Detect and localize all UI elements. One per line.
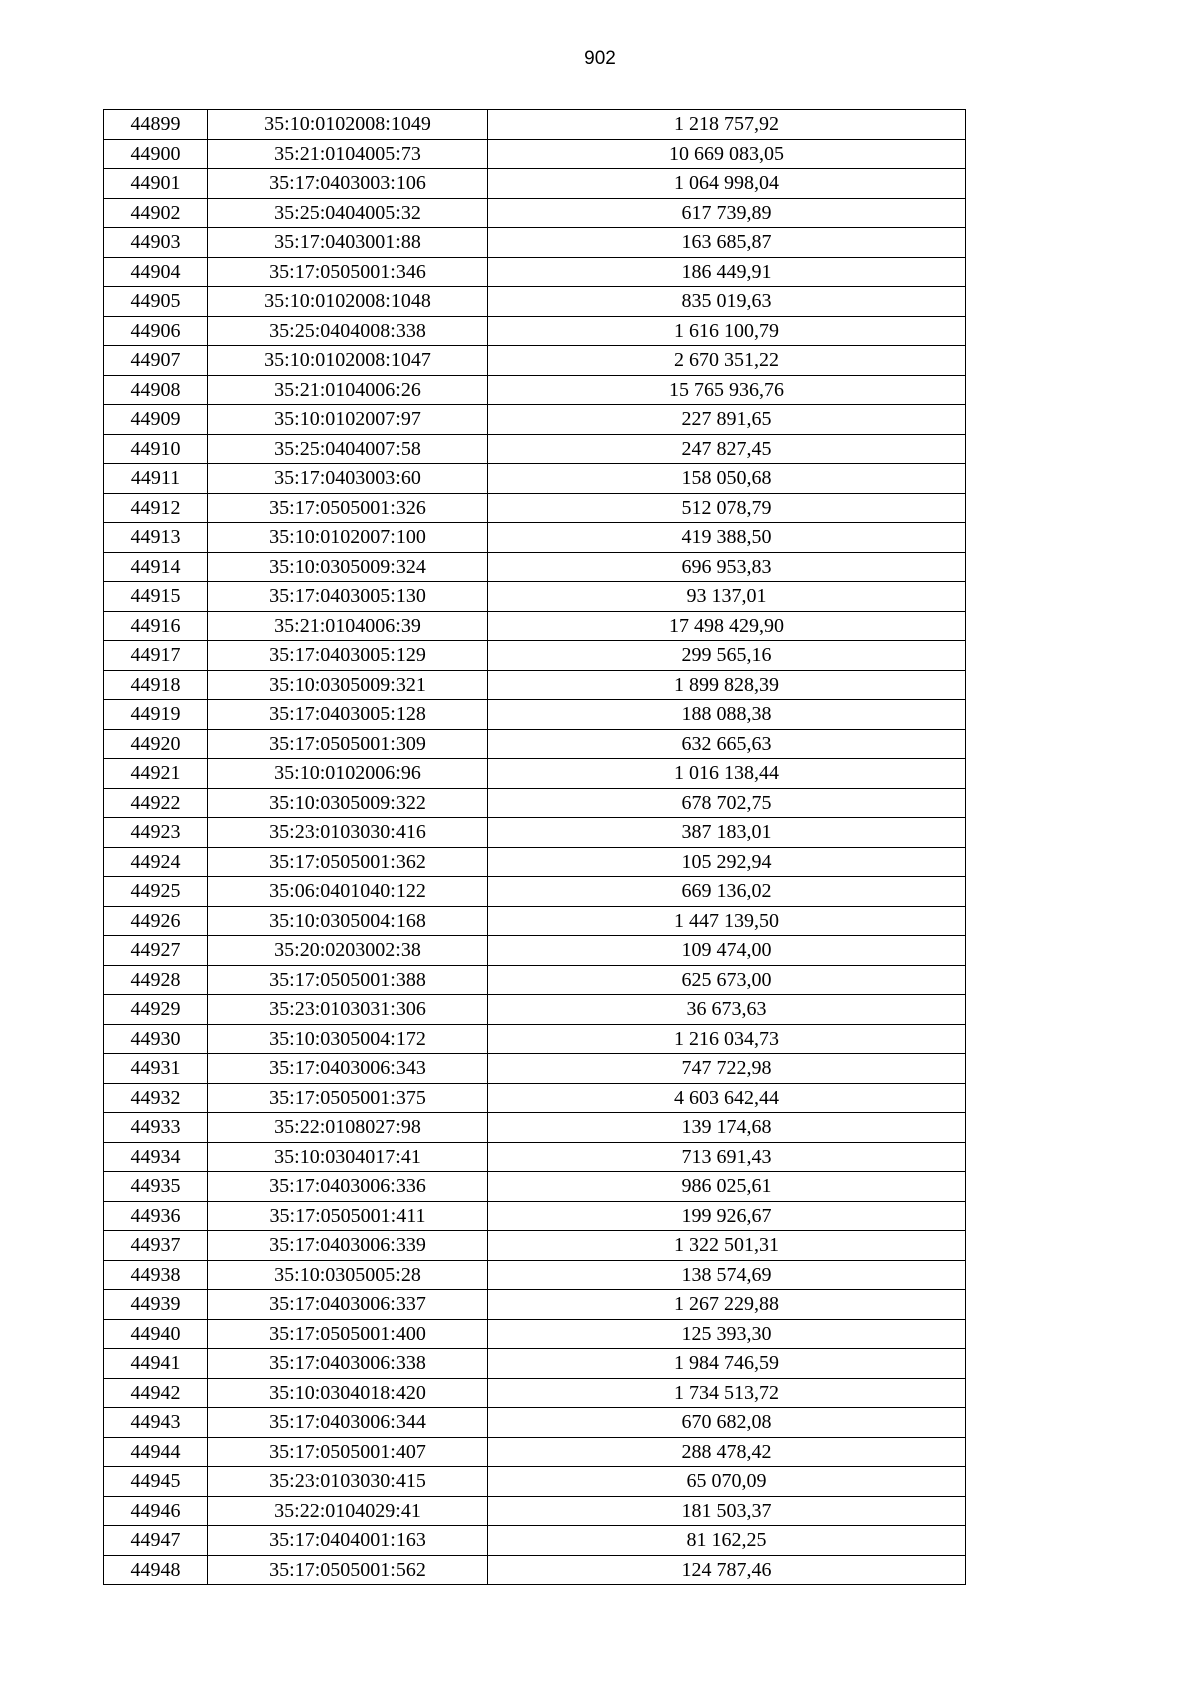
row-number-cell: 44903 [104, 228, 208, 258]
row-number-cell: 44920 [104, 729, 208, 759]
cadastral-number-cell: 35:17:0403006:338 [208, 1349, 488, 1379]
cadastral-number-cell: 35:10:0102006:96 [208, 759, 488, 789]
row-number-cell: 44948 [104, 1555, 208, 1585]
cadastral-value-cell: 512 078,79 [488, 493, 966, 523]
cadastral-number-cell: 35:17:0505001:326 [208, 493, 488, 523]
cadastral-value-cell: 139 174,68 [488, 1113, 966, 1143]
cadastral-number-cell: 35:17:0403006:336 [208, 1172, 488, 1202]
table-body [104, 110, 966, 1585]
row-number-cell: 44899 [104, 110, 208, 140]
cadastral-number-cell: 35:10:0305004:168 [208, 906, 488, 936]
row-number-cell: 44930 [104, 1024, 208, 1054]
table-row [104, 1172, 966, 1202]
row-number-cell: 44926 [104, 906, 208, 936]
cadastral-value-cell: 109 474,00 [488, 936, 966, 966]
table-row [104, 1349, 966, 1379]
cadastral-value-cell: 105 292,94 [488, 847, 966, 877]
page-number: 902 [584, 48, 616, 69]
cadastral-value-cell: 188 088,38 [488, 700, 966, 730]
row-number-cell: 44928 [104, 965, 208, 995]
row-number-cell: 44912 [104, 493, 208, 523]
row-number-cell: 44937 [104, 1231, 208, 1261]
cadastral-number-cell: 35:22:0104029:41 [208, 1496, 488, 1526]
cadastral-value-cell: 65 070,09 [488, 1467, 966, 1497]
cadastral-number-cell: 35:20:0203002:38 [208, 936, 488, 966]
row-number-cell: 44917 [104, 641, 208, 671]
cadastral-number-cell: 35:22:0108027:98 [208, 1113, 488, 1143]
row-number-cell: 44921 [104, 759, 208, 789]
table-row [104, 1142, 966, 1172]
row-number-cell: 44924 [104, 847, 208, 877]
cadastral-value-cell: 713 691,43 [488, 1142, 966, 1172]
table-row [104, 1319, 966, 1349]
table-row [104, 1083, 966, 1113]
table-row [104, 405, 966, 435]
cadastral-value-cell: 1 616 100,79 [488, 316, 966, 346]
cadastral-number-cell: 35:10:0305009:322 [208, 788, 488, 818]
cadastral-value-cell: 617 739,89 [488, 198, 966, 228]
cadastral-number-cell: 35:21:0104006:39 [208, 611, 488, 641]
table-row [104, 1467, 966, 1497]
table-row [104, 346, 966, 376]
row-number-cell: 44927 [104, 936, 208, 966]
table-row [104, 936, 966, 966]
cadastral-number-cell: 35:10:0102007:100 [208, 523, 488, 553]
table-row [104, 1201, 966, 1231]
table-row [104, 375, 966, 405]
cadastral-value-cell: 125 393,30 [488, 1319, 966, 1349]
row-number-cell: 44936 [104, 1201, 208, 1231]
cadastral-number-cell: 35:17:0403001:88 [208, 228, 488, 258]
table-row [104, 552, 966, 582]
cadastral-number-cell: 35:17:0403006:343 [208, 1054, 488, 1084]
row-number-cell: 44909 [104, 405, 208, 435]
cadastral-number-cell: 35:23:0103030:416 [208, 818, 488, 848]
row-number-cell: 44935 [104, 1172, 208, 1202]
row-number-cell: 44942 [104, 1378, 208, 1408]
cadastral-number-cell: 35:17:0404001:163 [208, 1526, 488, 1556]
cadastral-number-cell: 35:10:0304018:420 [208, 1378, 488, 1408]
table-row [104, 228, 966, 258]
cadastral-value-cell: 138 574,69 [488, 1260, 966, 1290]
row-number-cell: 44911 [104, 464, 208, 494]
table-row [104, 582, 966, 612]
cadastral-value-cell: 1 267 229,88 [488, 1290, 966, 1320]
cadastral-value-cell: 4 603 642,44 [488, 1083, 966, 1113]
cadastral-value-cell: 1 734 513,72 [488, 1378, 966, 1408]
row-number-cell: 44947 [104, 1526, 208, 1556]
cadastral-number-cell: 35:10:0102008:1047 [208, 346, 488, 376]
cadastral-value-cell: 199 926,67 [488, 1201, 966, 1231]
cadastral-value-cell: 419 388,50 [488, 523, 966, 553]
cadastral-number-cell: 35:10:0102007:97 [208, 405, 488, 435]
table-row [104, 788, 966, 818]
cadastral-number-cell: 35:17:0403006:339 [208, 1231, 488, 1261]
cadastral-value-cell: 747 722,98 [488, 1054, 966, 1084]
cadastral-value-cell: 186 449,91 [488, 257, 966, 287]
cadastral-value-cell: 36 673,63 [488, 995, 966, 1025]
row-number-cell: 44932 [104, 1083, 208, 1113]
row-number-cell: 44938 [104, 1260, 208, 1290]
row-number-cell: 44933 [104, 1113, 208, 1143]
table-row [104, 523, 966, 553]
row-number-cell: 44919 [104, 700, 208, 730]
cadastral-value-cell: 678 702,75 [488, 788, 966, 818]
cadastral-value-cell: 288 478,42 [488, 1437, 966, 1467]
cadastral-value-cell: 247 827,45 [488, 434, 966, 464]
cadastral-number-cell: 35:10:0102008:1048 [208, 287, 488, 317]
cadastral-number-cell: 35:21:0104006:26 [208, 375, 488, 405]
row-number-cell: 44940 [104, 1319, 208, 1349]
row-number-cell: 44902 [104, 198, 208, 228]
table-row [104, 110, 966, 140]
row-number-cell: 44934 [104, 1142, 208, 1172]
cadastral-value-cell: 15 765 936,76 [488, 375, 966, 405]
table-row [104, 1437, 966, 1467]
row-number-cell: 44906 [104, 316, 208, 346]
row-number-cell: 44900 [104, 139, 208, 169]
table-row [104, 700, 966, 730]
table-row [104, 169, 966, 199]
cadastral-value-cell: 625 673,00 [488, 965, 966, 995]
cadastral-number-cell: 35:17:0403006:337 [208, 1290, 488, 1320]
row-number-cell: 44943 [104, 1408, 208, 1438]
cadastral-value-cell: 1 218 757,92 [488, 110, 966, 140]
cadastral-number-cell: 35:17:0505001:388 [208, 965, 488, 995]
cadastral-number-cell: 35:10:0305009:321 [208, 670, 488, 700]
row-number-cell: 44910 [104, 434, 208, 464]
row-number-cell: 44918 [104, 670, 208, 700]
row-number-cell: 44915 [104, 582, 208, 612]
row-number-cell: 44939 [104, 1290, 208, 1320]
cadastral-number-cell: 35:06:0401040:122 [208, 877, 488, 907]
cadastral-value-cell: 124 787,46 [488, 1555, 966, 1585]
table-row [104, 759, 966, 789]
cadastral-number-cell: 35:23:0103030:415 [208, 1467, 488, 1497]
table-row [104, 1555, 966, 1585]
table-row [104, 847, 966, 877]
cadastral-number-cell: 35:25:0404007:58 [208, 434, 488, 464]
table-row [104, 641, 966, 671]
cadastral-value-cell: 835 019,63 [488, 287, 966, 317]
table-row [104, 1290, 966, 1320]
cadastral-number-cell: 35:17:0505001:562 [208, 1555, 488, 1585]
row-number-cell: 44945 [104, 1467, 208, 1497]
row-number-cell: 44941 [104, 1349, 208, 1379]
row-number-cell: 44907 [104, 346, 208, 376]
table-row [104, 995, 966, 1025]
table-row [104, 1408, 966, 1438]
cadastral-value-cell: 299 565,16 [488, 641, 966, 671]
table-row [104, 965, 966, 995]
table-row [104, 1378, 966, 1408]
row-number-cell: 44944 [104, 1437, 208, 1467]
table-row [104, 818, 966, 848]
row-number-cell: 44923 [104, 818, 208, 848]
cadastral-number-cell: 35:17:0505001:362 [208, 847, 488, 877]
row-number-cell: 44904 [104, 257, 208, 287]
cadastral-number-cell: 35:17:0505001:309 [208, 729, 488, 759]
cadastral-value-cell: 696 953,83 [488, 552, 966, 582]
table-row [104, 877, 966, 907]
cadastral-value-cell: 669 136,02 [488, 877, 966, 907]
cadastral-number-cell: 35:17:0403006:344 [208, 1408, 488, 1438]
row-number-cell: 44914 [104, 552, 208, 582]
cadastral-value-cell: 158 050,68 [488, 464, 966, 494]
cadastral-number-cell: 35:10:0102008:1049 [208, 110, 488, 140]
table-row [104, 139, 966, 169]
cadastral-value-cell: 10 669 083,05 [488, 139, 966, 169]
cadastral-value-cell: 1 984 746,59 [488, 1349, 966, 1379]
table-row [104, 198, 966, 228]
row-number-cell: 44901 [104, 169, 208, 199]
row-number-cell: 44929 [104, 995, 208, 1025]
table-row [104, 611, 966, 641]
cadastral-number-cell: 35:17:0505001:375 [208, 1083, 488, 1113]
cadastral-number-cell: 35:17:0403003:60 [208, 464, 488, 494]
cadastral-value-cell: 93 137,01 [488, 582, 966, 612]
cadastral-number-cell: 35:17:0505001:400 [208, 1319, 488, 1349]
cadastral-number-cell: 35:17:0505001:346 [208, 257, 488, 287]
table-row [104, 257, 966, 287]
cadastral-value-cell: 1 016 138,44 [488, 759, 966, 789]
cadastral-value-cell: 81 162,25 [488, 1526, 966, 1556]
cadastral-number-cell: 35:17:0403003:106 [208, 169, 488, 199]
table-row [104, 316, 966, 346]
row-number-cell: 44925 [104, 877, 208, 907]
table-row [104, 1496, 966, 1526]
cadastral-number-cell: 35:17:0403005:128 [208, 700, 488, 730]
table-row [104, 1260, 966, 1290]
table-row [104, 670, 966, 700]
row-number-cell: 44905 [104, 287, 208, 317]
cadastral-number-cell: 35:25:0404005:32 [208, 198, 488, 228]
cadastral-value-cell: 163 685,87 [488, 228, 966, 258]
table-row [104, 906, 966, 936]
cadastral-value-cell: 1 447 139,50 [488, 906, 966, 936]
cadastral-number-cell: 35:10:0305004:172 [208, 1024, 488, 1054]
row-number-cell: 44913 [104, 523, 208, 553]
table-row [104, 1113, 966, 1143]
cadastral-value-cell: 387 183,01 [488, 818, 966, 848]
table-row [104, 434, 966, 464]
table-row [104, 729, 966, 759]
table-row [104, 1024, 966, 1054]
cadastral-value-table [103, 109, 966, 1585]
cadastral-value-cell: 181 503,37 [488, 1496, 966, 1526]
row-number-cell: 44908 [104, 375, 208, 405]
row-number-cell: 44946 [104, 1496, 208, 1526]
cadastral-value-cell: 670 682,08 [488, 1408, 966, 1438]
cadastral-value-cell: 227 891,65 [488, 405, 966, 435]
cadastral-value-cell: 1 064 998,04 [488, 169, 966, 199]
cadastral-number-cell: 35:17:0505001:411 [208, 1201, 488, 1231]
table-row [104, 1054, 966, 1084]
table-row [104, 464, 966, 494]
cadastral-value-cell: 1 322 501,31 [488, 1231, 966, 1261]
cadastral-number-cell: 35:10:0304017:41 [208, 1142, 488, 1172]
cadastral-number-cell: 35:10:0305009:324 [208, 552, 488, 582]
table-row [104, 493, 966, 523]
table-row [104, 1231, 966, 1261]
row-number-cell: 44922 [104, 788, 208, 818]
row-number-cell: 44931 [104, 1054, 208, 1084]
cadastral-number-cell: 35:21:0104005:73 [208, 139, 488, 169]
table-row [104, 287, 966, 317]
cadastral-number-cell: 35:10:0305005:28 [208, 1260, 488, 1290]
cadastral-value-cell: 2 670 351,22 [488, 346, 966, 376]
cadastral-number-cell: 35:17:0403005:129 [208, 641, 488, 671]
cadastral-value-cell: 632 665,63 [488, 729, 966, 759]
cadastral-value-cell: 1 899 828,39 [488, 670, 966, 700]
cadastral-number-cell: 35:25:0404008:338 [208, 316, 488, 346]
cadastral-value-cell: 17 498 429,90 [488, 611, 966, 641]
row-number-cell: 44916 [104, 611, 208, 641]
cadastral-value-cell: 1 216 034,73 [488, 1024, 966, 1054]
cadastral-value-cell: 986 025,61 [488, 1172, 966, 1202]
cadastral-number-cell: 35:23:0103031:306 [208, 995, 488, 1025]
cadastral-number-cell: 35:17:0403005:130 [208, 582, 488, 612]
table-row [104, 1526, 966, 1556]
cadastral-number-cell: 35:17:0505001:407 [208, 1437, 488, 1467]
